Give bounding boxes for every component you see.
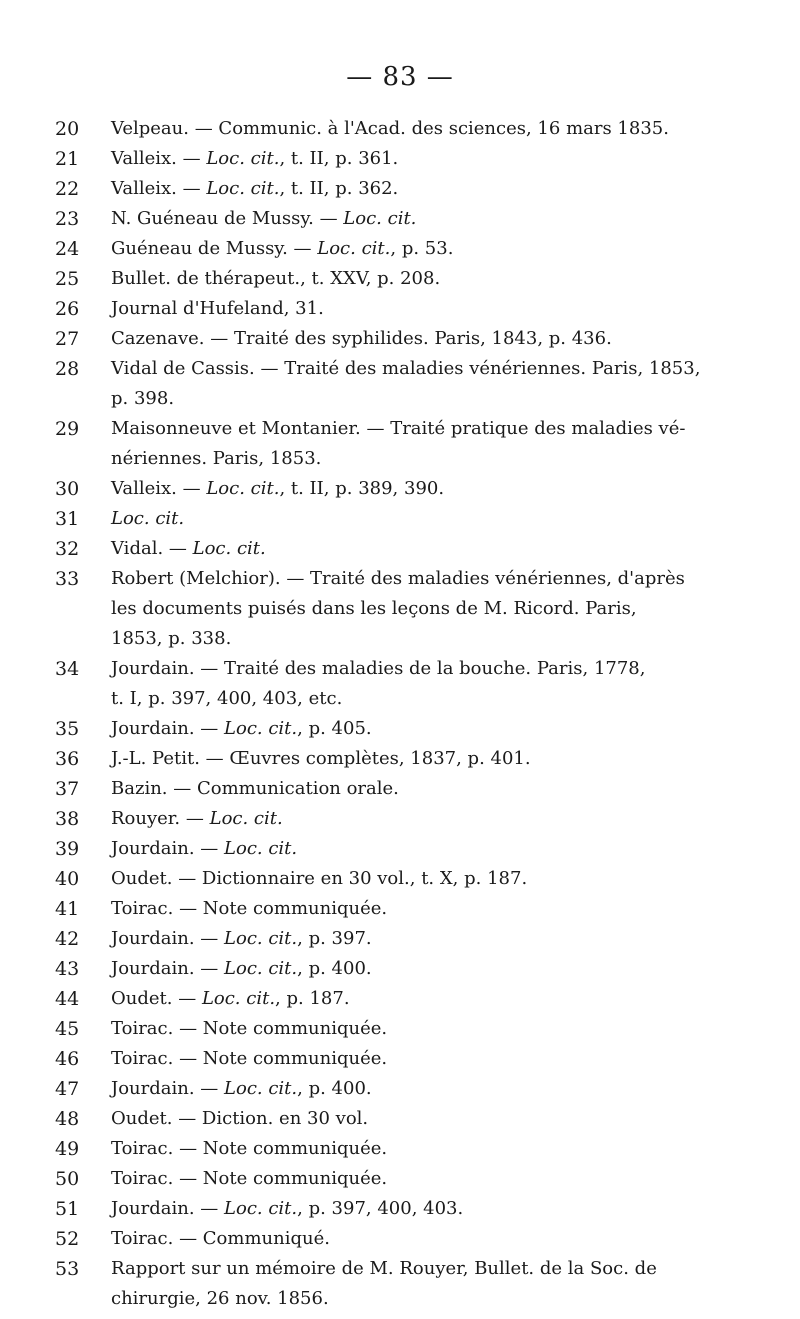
reference-item [55,714,755,744]
loc-cit: Loc. cit. [209,808,283,829]
reference-number: 43 [55,958,80,980]
reference-text: , p. 400. [297,958,372,979]
reference-text: Oudet. — [111,988,202,1009]
reference-number: 24 [55,238,80,260]
reference-number: 46 [55,1048,80,1070]
reference-text: , t. II, p. 361. [279,148,399,169]
reference-item [55,504,755,534]
reference-text: Jourdain. — [111,838,225,859]
reference-number: 40 [55,868,80,890]
reference-item [55,294,755,324]
loc-cit: Loc. cit. [224,838,298,859]
reference-item [55,414,755,474]
reference-number: 35 [55,718,80,740]
loc-cit: Loc. cit. [206,148,280,169]
reference-item [55,204,755,234]
reference-text: , p. 405. [297,718,372,739]
loc-cit: Loc. cit. [343,208,417,229]
reference-item [55,1134,755,1164]
reference-number: 33 [55,568,80,590]
reference-text: Valleix. — [111,178,207,199]
reference-item [55,1044,755,1074]
reference-item [55,1194,755,1224]
reference-text: , p. 397. [297,928,372,949]
reference-text: Vidal. — [111,538,193,559]
loc-cit: Loc. cit. [192,538,266,559]
reference-text: Rouyer. — [111,808,210,829]
reference-text: N. Guéneau de Mussy. — [111,208,344,229]
reference-number: 47 [55,1078,80,1100]
reference-number: 52 [55,1228,80,1250]
loc-cit: Loc. cit. [224,928,298,949]
reference-text: Jourdain. — Traité des maladies de la bouche. Paris, 1778, [111,658,646,679]
reference-item [55,534,755,564]
page-number: — 83 — [346,62,454,92]
reference-text: Jourdain. — [111,1198,225,1219]
reference-item [55,114,755,144]
reference-item [55,1074,755,1104]
reference-number: 20 [55,118,80,140]
loc-cit: Loc. cit. [224,718,298,739]
reference-number: 32 [55,538,80,560]
reference-item [55,774,755,804]
reference-text: Jourdain. — [111,718,225,739]
loc-cit: Loc. cit. [224,1078,298,1099]
reference-number: 27 [55,328,80,350]
reference-item [55,234,755,264]
reference-continuation: les documents puisés dans les leçons de M. Ricord. Paris, [111,598,637,619]
reference-item [55,324,755,354]
reference-text: Toirac. — Note communiquée. [111,1018,388,1039]
reference-text: Robert (Melchior). — Traité des maladies vénériennes, d'après [111,568,685,589]
reference-continuation: chirurgie, 26 nov. 1856. [111,1288,329,1309]
loc-cit: Loc. cit. [224,1198,298,1219]
reference-number: 23 [55,208,80,230]
reference-item [55,654,755,714]
reference-item [55,924,755,954]
reference-number: 28 [55,358,80,380]
reference-item [55,564,755,654]
reference-number: 49 [55,1138,80,1160]
reference-item [55,1254,755,1314]
reference-item [55,264,755,294]
reference-text: Toirac. — Note communiquée. [111,1048,388,1069]
reference-text: , t. II, p. 362. [279,178,399,199]
reference-number: 38 [55,808,80,830]
reference-text: Toirac. — Communiqué. [111,1228,330,1249]
reference-text: , p. 187. [275,988,350,1009]
reference-text: Cazenave. — Traité des syphilides. Paris, 1843, p. 436. [111,328,612,349]
reference-item [55,144,755,174]
reference-number: 50 [55,1168,80,1190]
reference-text: Valleix. — [111,478,207,499]
reference-item [55,1224,755,1254]
reference-text: Jourdain. — [111,1078,225,1099]
reference-item [55,354,755,414]
reference-text: Toirac. — Note communiquée. [111,1168,388,1189]
reference-number: 25 [55,268,80,290]
reference-number: 44 [55,988,80,1010]
reference-item [55,174,755,204]
reference-item [55,894,755,924]
reference-number: 30 [55,478,80,500]
loc-cit: Loc. cit. [111,508,185,529]
reference-item [55,1164,755,1194]
reference-text: Oudet. — Diction. en 30 vol. [111,1108,369,1129]
reference-item [55,864,755,894]
reference-item [55,984,755,1014]
reference-list [55,114,755,1314]
reference-text: Vidal de Cassis. — Traité des maladies vénériennes. Paris, 1853, [111,358,701,379]
reference-number: 31 [55,508,80,530]
reference-text: Guéneau de Mussy. — [111,238,318,259]
reference-text: Jourdain. — [111,958,225,979]
reference-number: 48 [55,1108,80,1130]
loc-cit: Loc. cit. [317,238,391,259]
reference-continuation: p. 398. [111,388,175,409]
reference-item [55,1014,755,1044]
reference-number: 37 [55,778,80,800]
reference-text: Rapport sur un mémoire de M. Rouyer, Bullet. de la Soc. de [111,1258,657,1279]
reference-text: Jourdain. — [111,928,225,949]
reference-item [55,954,755,984]
reference-number: 41 [55,898,80,920]
reference-number: 22 [55,178,80,200]
loc-cit: Loc. cit. [201,988,276,1009]
reference-number: 34 [55,658,80,680]
reference-continuation: nériennes. Paris, 1853. [111,448,322,469]
reference-text: Bullet. de thérapeut., t. XXV, p. 208. [111,268,441,289]
reference-text: Oudet. — Dictionnaire en 30 vol., t. X, p. 187. [111,868,528,889]
reference-text: , p. 53. [390,238,454,259]
reference-number: 21 [55,148,80,170]
reference-text: , t. II, p. 389, 390. [279,478,445,499]
reference-text: Maisonneuve et Montanier. — Traité pratique des maladies vé- [111,418,686,439]
reference-text: Valleix. — [111,148,207,169]
reference-text: Toirac. — Note communiquée. [111,1138,388,1159]
reference-number: 26 [55,298,80,320]
reference-number: 45 [55,1018,80,1040]
reference-continuation: t. I, p. 397, 400, 403, etc. [111,688,343,709]
reference-number: 39 [55,838,80,860]
reference-text: Bazin. — Communication orale. [111,778,399,799]
loc-cit: Loc. cit. [206,178,280,199]
loc-cit: Loc. cit. [224,958,298,979]
reference-text: Velpeau. — Communic. à l'Acad. des sciences, 16 mars 1835. [111,118,669,139]
reference-text: J.-L. Petit. — Œuvres complètes, 1837, p. 401. [111,748,531,769]
reference-item [55,474,755,504]
reference-text: Journal d'Hufeland, 31. [111,298,324,319]
reference-number: 42 [55,928,80,950]
loc-cit: Loc. cit. [206,478,280,499]
reference-item [55,834,755,864]
reference-text: Toirac. — Note communiquée. [111,898,388,919]
reference-number: 36 [55,748,80,770]
reference-text: , p. 397, 400, 403. [297,1198,464,1219]
reference-text: , p. 400. [297,1078,372,1099]
reference-number: 51 [55,1198,80,1220]
reference-item [55,744,755,774]
reference-number: 53 [55,1258,80,1280]
reference-item [55,1104,755,1134]
reference-continuation: 1853, p. 338. [111,628,232,649]
reference-number: 29 [55,418,80,440]
reference-item [55,804,755,834]
